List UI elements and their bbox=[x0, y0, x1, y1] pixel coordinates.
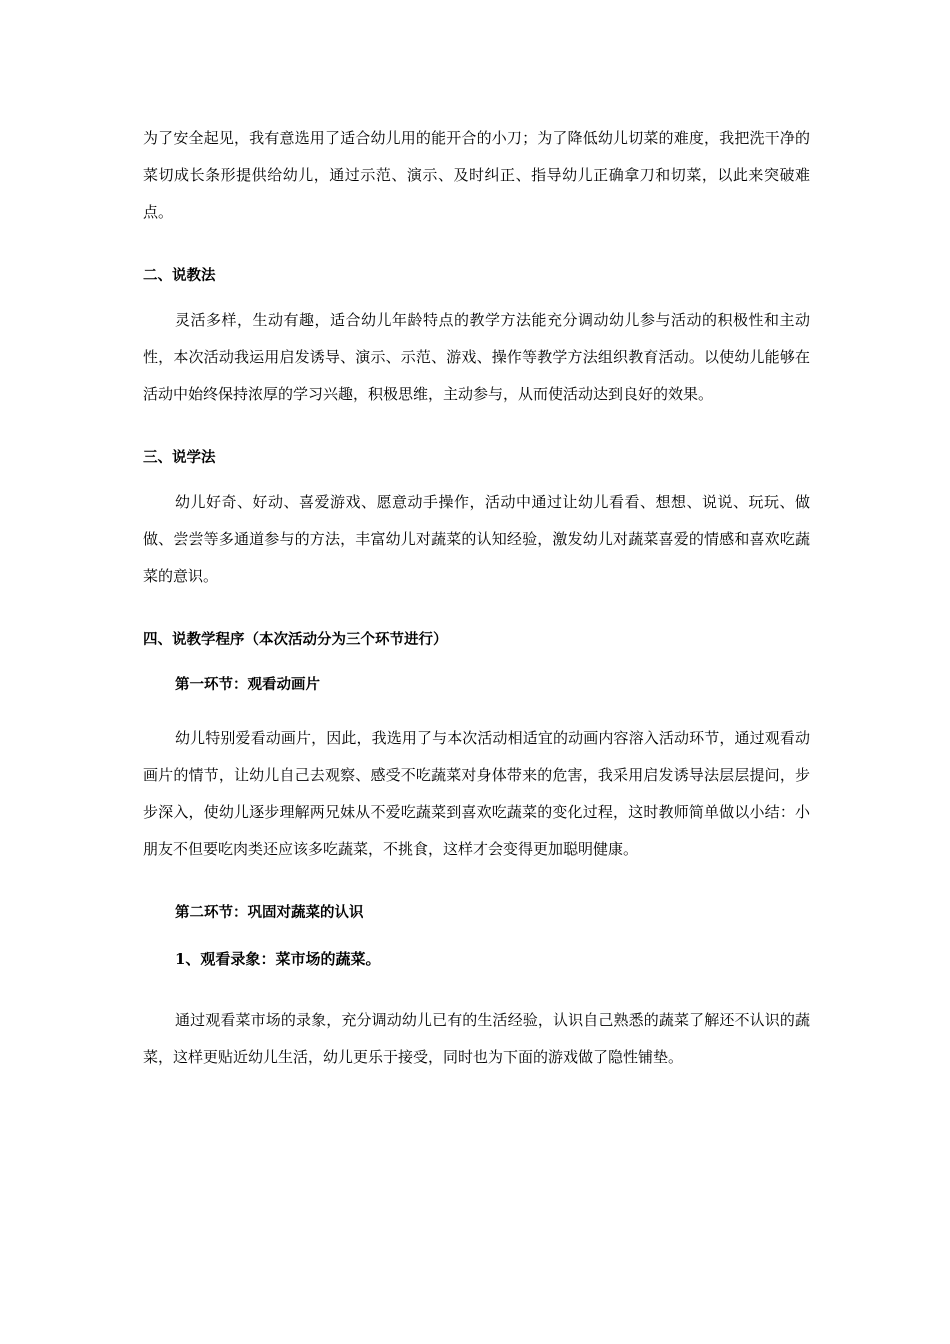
step2-heading: 第二环节：巩固对蔬菜的认识 bbox=[175, 904, 364, 921]
section-heading-learning-method: 三、说学法 bbox=[143, 449, 216, 466]
section-heading-teaching-procedure: 四、说教学程序（本次活动分为三个环节进行） bbox=[143, 631, 448, 648]
learning-method-paragraph: 幼儿好奇、好动、喜爱游戏、愿意动手操作，活动中通过让幼儿看看、想想、说说、玩玩、做做、尝尝等多通道参与的方法，丰富幼儿对蔬菜的认知经验，激发幼儿对蔬菜喜爱的情感和喜欢吃蔬菜的意识。 bbox=[143, 493, 810, 585]
intro-paragraph: 为了安全起见，我有意选用了适合幼儿用的能开合的小刀；为了降低幼儿切菜的难度，我把洗干净的菜切成长条形提供给幼儿，通过示范、演示、及时纠正、指导幼儿正确拿刀和切菜，以此来突破难点。 bbox=[143, 129, 810, 221]
document-page bbox=[143, 120, 810, 1102]
teaching-method-paragraph: 灵活多样，生动有趣，适合幼儿年龄特点的教学方法能充分调动幼儿参与活动的积极性和主动性，本次活动我运用启发诱导、演示、示范、游戏、操作等教学方法组织教育活动。以使幼儿能够在活动中始终保持浓厚的学习兴趣，积极思维，主动参与，从而使活动达到良好的效果。 bbox=[143, 311, 810, 403]
step2-item1-heading: 1、观看录象：菜市场的蔬菜。 bbox=[175, 950, 381, 968]
step2-item1-paragraph: 通过观看菜市场的录象，充分调动幼儿已有的生活经验，认识自己熟悉的蔬菜了解还不认识的蔬菜，这样更贴近幼儿生活，幼儿更乐于接受，同时也为下面的游戏做了隐性铺垫。 bbox=[143, 1011, 810, 1066]
step1-heading: 第一环节：观看动画片 bbox=[175, 676, 320, 693]
section-heading-teaching-method: 二、说教法 bbox=[143, 267, 216, 284]
step1-paragraph: 幼儿特别爱看动画片，因此，我选用了与本次活动相适宜的动画内容溶入活动环节，通过观看动画片的情节，让幼儿自己去观察、感受不吃蔬菜对身体带来的危害，我采用启发诱导法层层提问，步步深入，使幼儿逐步理解两兄妹从不爱吃蔬菜到喜欢吃蔬菜的变化过程，这时教师简单做以小结：小朋友不但要吃肉类还应该多吃蔬菜，不挑食，这样才会变得更加聪明健康。 bbox=[143, 729, 810, 858]
